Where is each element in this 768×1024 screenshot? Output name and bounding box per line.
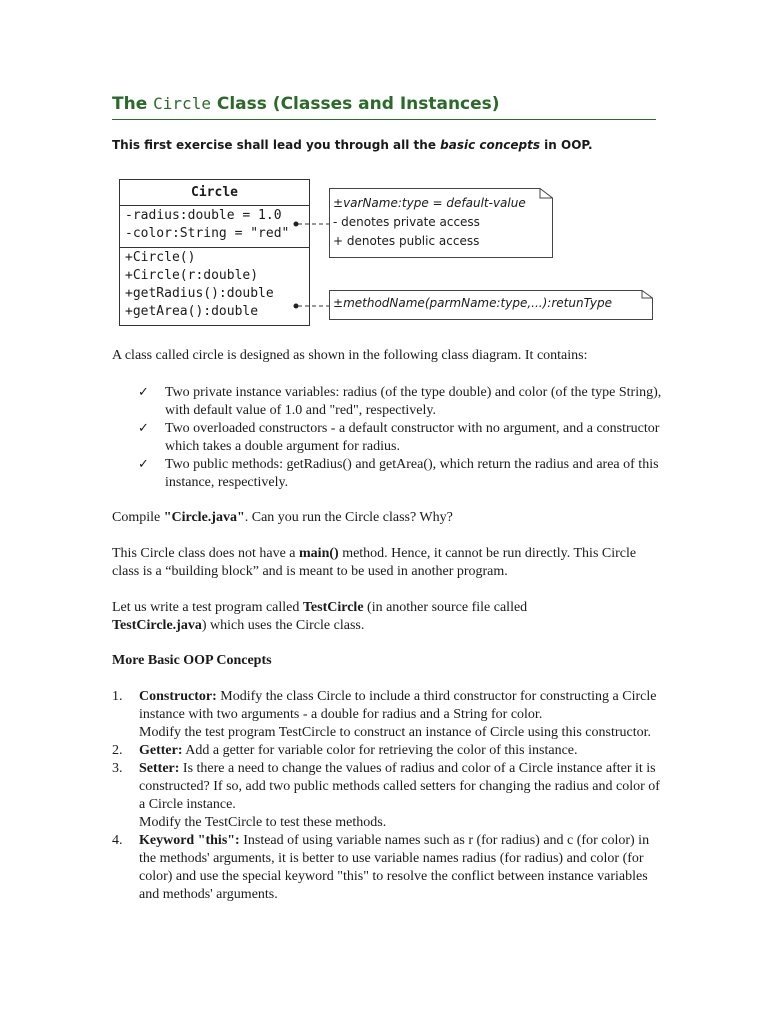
intro-text: This first exercise shall lead you through all the basic concepts in OOP. [112,138,593,152]
check-icon: ✓ [138,421,149,436]
uml-class-diagram [119,179,310,326]
uml-class-name: Circle [120,180,309,206]
list-item: 4. Keyword "this": Instead of using variable names such as r (for radius) and c (for color) in the methods' arguments, it is better to use variable names radius (for radius) and color (for color) and use the special keyword "this" to resolve the conflict between instance variables and methods' arguments. [112,833,650,902]
paragraph-class-description: A class called circle is designed as shown in the following class diagram. It contains: [112,348,588,363]
list-item: 3. Setter: Is there a need to change the values of radius and color of a Circle instance after it is constructed? If so, add two public methods called setters for changing the radius and color of a Circle instance. Modify the TestCircle to test these methods. [112,761,660,830]
check-icon: ✓ [138,457,149,472]
uml-method: +getRadius():double [125,286,274,301]
list-item: 2. Getter: Add a getter for variable color for retrieving the color of this instance. [112,743,578,758]
uml-attributes [120,206,309,248]
paragraph-compile: Compile "Circle.java". Can you run the Circle class? Why? [112,510,453,525]
paragraph-main-method: This Circle class does not have a main() method. Hence, it cannot be run directly. This Circle class is a “building block” and is meant to be used in another program. [112,546,637,579]
uml-attribute: -radius:double = 1.0 [125,208,282,223]
uml-note-methods [329,290,653,320]
note-private: - denotes private access [333,215,480,229]
uml-methods [120,248,309,321]
uml-note-fields [329,188,553,258]
note-field-syntax: ±varName:type = default-value [333,196,526,210]
connector-dot [294,304,299,309]
list-item: 1. Constructor: Modify the class Circle to include a third constructor for constructing a Circle instance with two arguments - a double for radius and a String for color. Modify the test program TestCircle to construct an instance of Circle using this constructor. [112,689,657,740]
uml-method: +getArea():double [125,304,259,319]
check-icon: ✓ [138,385,149,400]
section-heading: More Basic OOP Concepts [112,653,272,668]
list-item: ✓ Two public methods: getRadius() and getArea(), which return the radius and area of this instance, respectively. [138,457,659,490]
uml-attribute: -color:String = "red" [125,226,290,241]
page-title: The Circle Class (Classes and Instances) [112,94,500,114]
list-item: ✓ Two private instance variables: radius (of the type double) and color (of the type String), with default value of 1.0 and "red", respectively. [138,385,662,418]
title-divider [112,119,656,120]
uml-method: +Circle() [125,250,196,265]
numbered-list [112,688,667,904]
contents-list [138,384,663,492]
paragraph-test-program: Let us write a test program called TestCircle (in another source file called TestCircle.java) which uses the Circle class. [112,600,528,633]
connector-dot [294,222,299,227]
uml-method: +Circle(r:double) [125,268,259,283]
note-method-syntax: ±methodName(parmName:type,...):retunType [333,296,612,310]
note-public: + denotes public access [333,234,480,248]
list-item: ✓ Two overloaded constructors - a default constructor with no argument, and a constructor which takes a double argument for radius. [138,421,660,454]
